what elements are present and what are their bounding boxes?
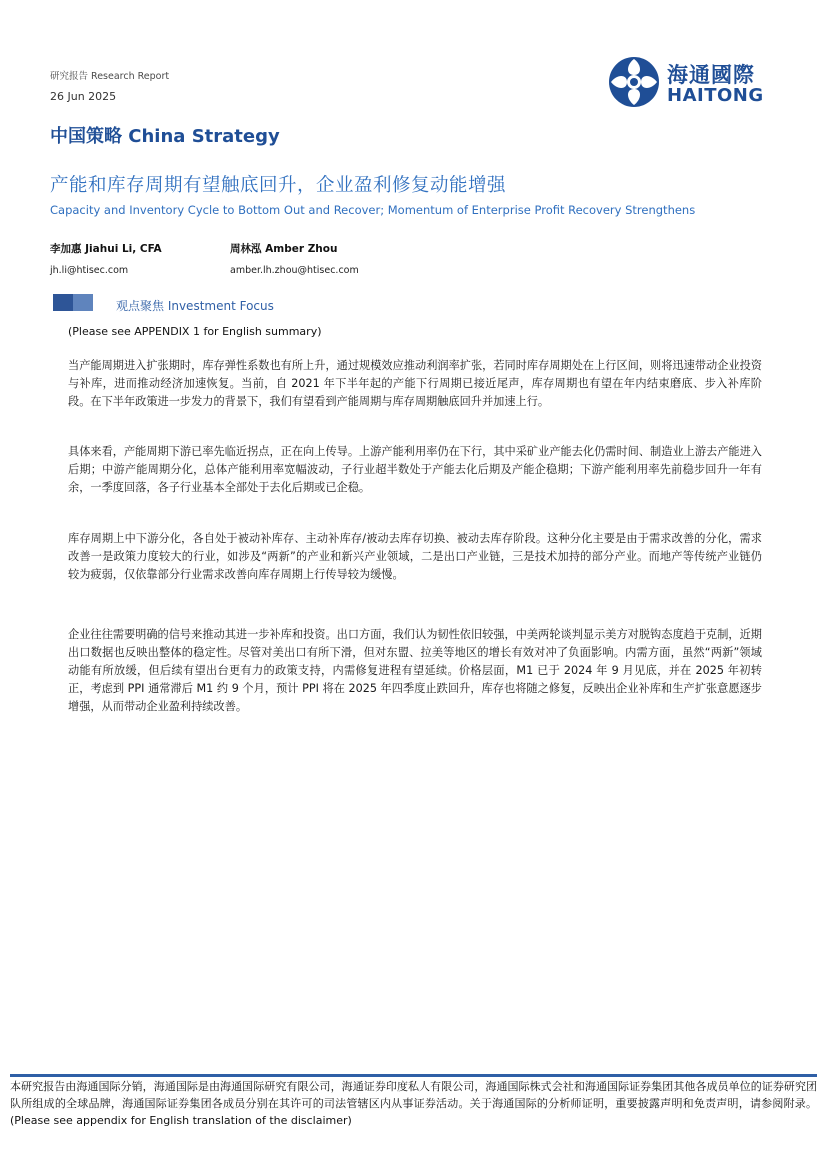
report-title-en: Capacity and Inventory Cycle to Bottom Out and Recover; Momentum of Enterprise Profit Recovery Strengthens [50,203,696,217]
author-name-2: 周林泓 Amber Zhou [230,243,338,255]
logo-text-en: HAITONG [667,85,764,106]
investment-focus-heading: 观点聚焦 Investment Focus [116,299,274,313]
paragraph-3: 库存周期上中下游分化，各自处于被动补库存、主动补库存/被动去库存切换、被动去库存阶段。这种分化主要是由于需求改善的分化，需求改善一是政策力度较大的行业，如涉及“两新”的产业和新兴产业领域，二是出口产业链，三是技术加持的部分产业。而地产等传统产业链仍较为疲弱，仅依靠部分行业需求改善向库存周期上行传导较为缓慢。 [68,532,762,581]
paragraph-4: 企业往往需要明确的信号来推动其进一步补库和投资。出口方面，我们认为韧性依旧较强，中美两轮谈判显示美方对脱钩态度趋于克制，近期出口数据也反映出整体的稳定性。尽管对美出口有所下滑，但对东盟、拉美等地区的增长有效对冲了负面影响。内需方面，虽然“两新”领域动能有所放缓，但后续有望出台更有力的政策支持，内需修复进程有望延续。价格层面，M1 已于 2024 年 9 月见底，并在 2025 年初转正，考虑到 PPI 通常滞后 M1 约 9 个月，预计 PPI 将在 2025 年四季度止跌回升，库存也将随之修复，反映出企业补库和生产扩张意愿逐步增强，从而带动企业盈利持续改善。 [68,628,762,713]
haitong-emblem-icon [607,55,661,109]
report-date: 26 Jun 2025 [50,90,117,103]
report-series-title: 中国策略 China Strategy [50,126,280,147]
footer-divider [10,1074,817,1077]
footer-disclaimer: 本研究报告由海通国际分销，海通国际是由海通国际研究有限公司，海通证券印度私人有限公司，海通国际株式会社和海通国际证券集团其他各成员单位的证券研究团队所组成的全球品牌，海通国际证券集团各成员分别在其许可的司法管辖区内从事证券活动。关于海通国际的分析师证明，重要披露声明和免责声明，请参阅附录。(Please see appendix for English translation of the disclaimer) [10,1080,817,1127]
author-email-1[interactable]: jh.li@htisec.com [50,265,129,276]
paragraph-1: 当产能周期进入扩张期时，库存弹性系数也有所上升，通过规模效应推动利润率扩张，若同时库存周期处在上行区间，则将迅速带动企业投资与补库，进而推动经济加速恢复。当前，自 2021 年下半年起的产能下行周期已接近尾声，库存周期也有望在年内结束磨底、步入补库阶段。在下半年政策进一步发力的背景下，我们有望看到产能周期与库存周期触底回升并加速上行。 [68,359,762,408]
appendix-note: (Please see APPENDIX 1 for English summary) [68,325,322,338]
focus-marker-light [73,294,93,311]
author-name-1: 李加惠 Jiahui Li, CFA [50,243,162,255]
report-title-cn: 产能和库存周期有望触底回升，企业盈利修复动能增强 [50,175,507,196]
author-email-2[interactable]: amber.lh.zhou@htisec.com [230,265,359,276]
paragraph-2: 具体来看，产能周期下游已率先临近拐点，正在向上传导。上游产能利用率仍在下行，其中采矿业产能去化仍需时间、制造业上游去产能进入后期；中游产能周期分化，总体产能利用率宽幅波动，子行业超半数处于产能去化后期及产能企稳期；下游产能利用率先前稳步回升一年有余，一季度回落，各子行业基本全部处于去化后期或已企稳。 [68,445,762,494]
report-type-label: 研究报告 Research Report [50,71,170,82]
haitong-logo [607,55,772,110]
logo-text-cn: 海通國際 [667,63,755,87]
